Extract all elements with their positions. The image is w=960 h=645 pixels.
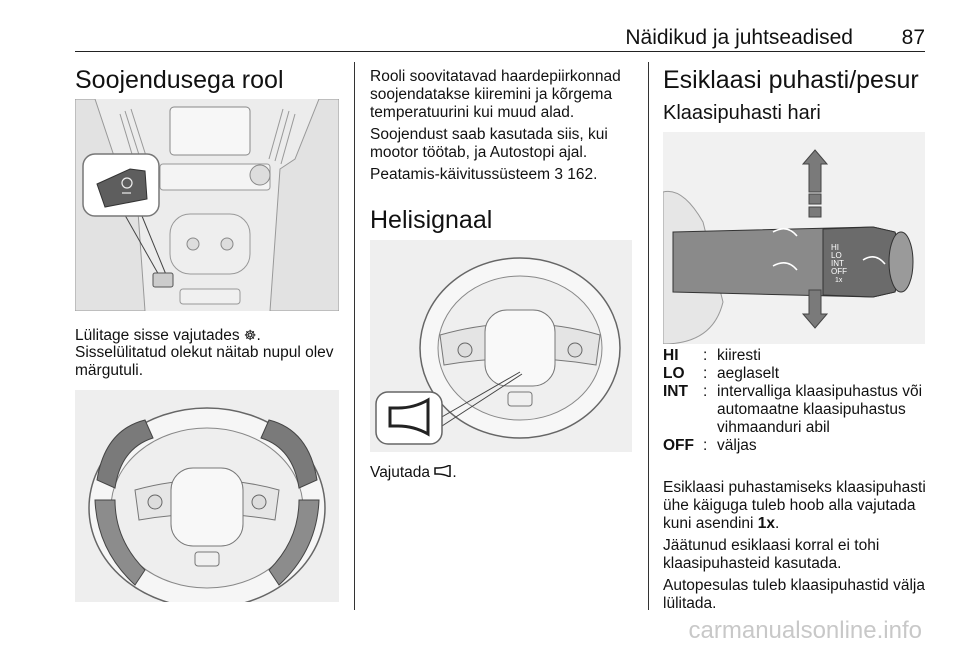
heading-windscreen-wiper: Esiklaasi puhasti/pesur: [663, 66, 919, 94]
col1-paragraph-1: [75, 326, 343, 345]
lever-label-int: INT: [831, 259, 844, 268]
mode-description: aeglaselt: [717, 365, 780, 382]
wiper-lever-illustration: [663, 132, 925, 344]
mode-row: [663, 347, 925, 365]
col3-paragraph-3: Autopesulas tuleb klaasipuhastid välja lülitada.: [663, 577, 925, 612]
col2-paragraph-2: Soojendust saab kasutada siis, kui mootor töötab, ja Autostopi ajal.: [370, 126, 608, 161]
mode-key: INT: [663, 383, 688, 400]
page-header: [75, 26, 925, 50]
col2-para4-end: .: [452, 464, 457, 481]
lever-label-off: OFF: [831, 267, 847, 276]
mode-separator: :: [703, 365, 708, 382]
mode-key: OFF: [663, 437, 694, 454]
page-number: 87: [901, 26, 925, 49]
col2-paragraph-1: Rooli soovitatavad haardepiirkonnad soojendatakse kiiremini ja kõrgema temperatuurini kui muud alad.: [370, 68, 621, 121]
horn-figure: [370, 240, 632, 452]
horn-glyph: [434, 465, 452, 477]
mode-row: [663, 383, 925, 437]
col2-para4-text: Vajutada: [370, 464, 431, 481]
mode-separator: :: [703, 347, 708, 364]
subheading-wiper-lever: Klaasipuhasti hari: [663, 102, 821, 124]
page-reference-icon: 3: [554, 166, 563, 183]
horn-illustration: [370, 240, 632, 452]
column-divider: [648, 62, 649, 610]
heading-heated-steering-wheel: Soojendusega rool: [75, 66, 284, 94]
heading-horn: Helisignaal: [370, 206, 493, 234]
mode-key: LO: [663, 365, 685, 382]
header-rule: [75, 51, 925, 52]
mode-description: kiiresti: [717, 347, 761, 364]
col1-para1-end: .: [256, 327, 261, 344]
column-divider: [354, 62, 355, 610]
mode-separator: :: [703, 383, 708, 400]
col3-paragraph-2: Jäätunud esiklaasi korral ei tohi klaasipuhasteid kasutada.: [663, 537, 880, 572]
mode-separator: :: [703, 437, 708, 454]
col3-para1-text: Esiklaasi puhastamiseks klaasipuhasti ühe käiguga tuleb hoob alla vajutada kuni asendini: [663, 479, 926, 532]
mode-row: [663, 437, 925, 455]
col3-para1-bold: 1x: [757, 515, 776, 532]
col1-para1-text: Lülitage sisse vajutades: [75, 327, 240, 344]
col1-paragraph-2: Sisselülitatud olekut näitab nupul olev märgutuli.: [75, 344, 334, 379]
steering-wheel-heated-zones-figure: [75, 390, 339, 602]
watermark: carmanualsonline.info: [688, 617, 922, 644]
steering-wheel-zones-illustration: [75, 390, 339, 602]
mode-description: väljas: [717, 437, 757, 454]
horn-icon: [434, 464, 452, 481]
col2-paragraph-3: [370, 166, 638, 184]
mode-key: HI: [663, 347, 679, 364]
dashboard-figure: [75, 99, 339, 311]
mode-description: intervalliga klaasipuhastus või automaatne klaasipuhastus vihmaanduri abil: [717, 383, 923, 436]
col2-para3-text: Peatamis-käivitussüsteem: [370, 166, 551, 183]
wiper-modes-table: [663, 347, 925, 455]
header-title: Näidikud ja juhtseadised: [625, 26, 853, 49]
heated-steering-wheel-icon: ☸: [243, 327, 257, 343]
col2-paragraph-4: [370, 464, 638, 482]
dashboard-illustration: [75, 99, 339, 311]
page-reference-number: 162.: [567, 166, 598, 183]
lever-label-hi: HI: [831, 243, 839, 252]
mode-row: [663, 365, 925, 383]
lever-label-1x: 1x: [835, 277, 843, 284]
col3-para1-end: .: [775, 515, 780, 532]
lever-label-lo: LO: [831, 251, 842, 260]
wiper-lever-figure: [663, 132, 925, 344]
col3-paragraph-1: [663, 479, 927, 533]
